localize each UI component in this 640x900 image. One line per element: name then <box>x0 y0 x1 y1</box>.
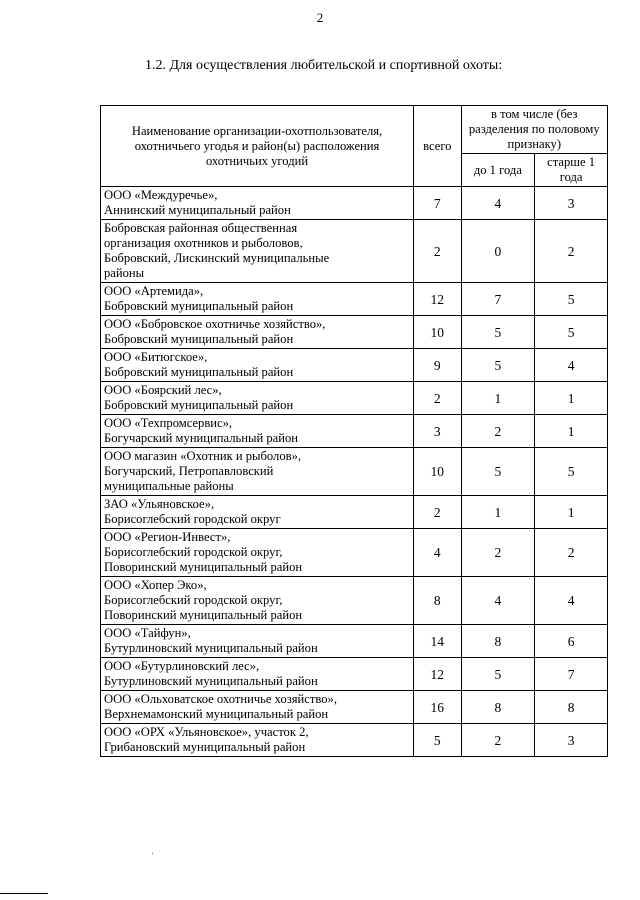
organization-cell <box>101 382 414 415</box>
organization-line: ООО «Бобровское охотничье хозяйство», <box>104 317 326 331</box>
organization-cell <box>101 577 414 625</box>
total-cell: 16 <box>414 691 461 724</box>
organization-line: Борисоглебский городской округ, <box>104 593 283 607</box>
table-row <box>101 625 608 658</box>
under-1-year-cell: 5 <box>461 658 535 691</box>
footnote-rule <box>0 893 48 894</box>
header-total: всего <box>414 106 461 187</box>
section-heading: 1.2. Для осуществления любительской и спортивной охоты: <box>145 58 503 73</box>
table-row <box>101 529 608 577</box>
organization-line: Борисоглебский городской округ <box>104 512 281 526</box>
table-row <box>101 220 608 283</box>
organization-line: Бобровский муниципальный район <box>104 398 294 412</box>
organization-line: районы <box>104 266 145 280</box>
total-cell: 14 <box>414 625 461 658</box>
over-1-year-cell: 3 <box>535 187 608 220</box>
organization-cell <box>101 349 414 382</box>
table-row <box>101 283 608 316</box>
organization-line: ООО «Боярский лес», <box>104 383 222 397</box>
over-1-year-cell: 2 <box>535 529 608 577</box>
table-body <box>101 187 608 757</box>
over-1-year-cell: 1 <box>535 382 608 415</box>
table-row <box>101 448 608 496</box>
organization-line: ООО «Бутурлиновский лес», <box>104 659 260 673</box>
total-cell: 5 <box>414 724 461 757</box>
organization-cell <box>101 691 414 724</box>
under-1-year-cell: 0 <box>461 220 535 283</box>
organization-line: Верхнемамонский муниципальный район <box>104 707 329 721</box>
under-1-year-cell: 4 <box>461 577 535 625</box>
total-cell: 2 <box>414 220 461 283</box>
organization-line: ООО «Междуречье», <box>104 188 218 202</box>
total-cell: 12 <box>414 658 461 691</box>
under-1-year-cell: 8 <box>461 625 535 658</box>
organization-cell <box>101 220 414 283</box>
over-1-year-cell: 5 <box>535 283 608 316</box>
over-1-year-cell: 7 <box>535 658 608 691</box>
organization-line: ООО «Техпромсервис», <box>104 416 233 430</box>
organization-cell <box>101 187 414 220</box>
organization-line: Борисоглебский городской округ, <box>104 545 283 559</box>
under-1-year-cell: 2 <box>461 724 535 757</box>
organization-line: Бобровская районная общественная <box>104 221 298 235</box>
header-over-1-year: старше 1 года <box>535 154 608 187</box>
organization-cell <box>101 316 414 349</box>
organization-cell <box>101 724 414 757</box>
over-1-year-cell: 4 <box>535 349 608 382</box>
table-row <box>101 658 608 691</box>
over-1-year-cell: 3 <box>535 724 608 757</box>
table-row <box>101 316 608 349</box>
table-row <box>101 415 608 448</box>
organization-line: Бобровский муниципальный район <box>104 299 294 313</box>
over-1-year-cell: 4 <box>535 577 608 625</box>
organization-cell <box>101 658 414 691</box>
organization-line: ООО «Регион-Инвест», <box>104 530 231 544</box>
under-1-year-cell: 8 <box>461 691 535 724</box>
organization-cell <box>101 529 414 577</box>
under-1-year-cell: 2 <box>461 529 535 577</box>
organization-line: Грибановский муниципальный район <box>104 740 306 754</box>
table-row <box>101 187 608 220</box>
over-1-year-cell: 5 <box>535 316 608 349</box>
under-1-year-cell: 7 <box>461 283 535 316</box>
organization-line: Богучарский, Петропавловский <box>104 464 274 478</box>
organization-cell <box>101 625 414 658</box>
header-including: в том числе (без разделения по половому признаку) <box>461 106 607 154</box>
total-cell: 3 <box>414 415 461 448</box>
organization-cell <box>101 415 414 448</box>
total-cell: 10 <box>414 316 461 349</box>
organization-line: ЗАО «Ульяновское», <box>104 497 215 511</box>
organization-line: организация охотников и рыболовов, <box>104 236 303 250</box>
under-1-year-cell: 1 <box>461 382 535 415</box>
total-cell: 2 <box>414 382 461 415</box>
table-row <box>101 577 608 625</box>
organization-line: ООО «Тайфун», <box>104 626 191 640</box>
organization-line: муниципальные районы <box>104 479 234 493</box>
table-row <box>101 724 608 757</box>
hunting-quota-table <box>100 105 608 757</box>
organization-line: Бобровский, Лискинский муниципальные <box>104 251 330 265</box>
organization-cell <box>101 496 414 529</box>
organization-line: Аннинский муниципальный район <box>104 203 291 217</box>
over-1-year-cell: 6 <box>535 625 608 658</box>
under-1-year-cell: 2 <box>461 415 535 448</box>
table-header <box>101 106 608 187</box>
total-cell: 10 <box>414 448 461 496</box>
table-row <box>101 349 608 382</box>
total-cell: 8 <box>414 577 461 625</box>
over-1-year-cell: 1 <box>535 496 608 529</box>
organization-line: Бутурлиновский муниципальный район <box>104 674 318 688</box>
under-1-year-cell: 5 <box>461 349 535 382</box>
under-1-year-cell: 5 <box>461 448 535 496</box>
table-row <box>101 496 608 529</box>
total-cell: 4 <box>414 529 461 577</box>
over-1-year-cell: 1 <box>535 415 608 448</box>
under-1-year-cell: 1 <box>461 496 535 529</box>
organization-cell <box>101 283 414 316</box>
header-under-1-year: до 1 года <box>461 154 535 187</box>
total-cell: 12 <box>414 283 461 316</box>
organization-line: Бобровский муниципальный район <box>104 365 294 379</box>
over-1-year-cell: 8 <box>535 691 608 724</box>
total-cell: 7 <box>414 187 461 220</box>
organization-line: Бутурлиновский муниципальный район <box>104 641 318 655</box>
organization-line: Поворинский муниципальный район <box>104 560 303 574</box>
organization-cell <box>101 448 414 496</box>
table-row <box>101 691 608 724</box>
under-1-year-cell: 4 <box>461 187 535 220</box>
total-cell: 2 <box>414 496 461 529</box>
header-organization: Наименование организации-охотпользователя, охотничьего угодья и район(ы) расположения охотничьих угодий <box>101 106 414 187</box>
organization-line: ООО «Хопер Эко», <box>104 578 207 592</box>
organization-line: ООО «Битюгское», <box>104 350 208 364</box>
table-row <box>101 382 608 415</box>
organization-line: Поворинский муниципальный район <box>104 608 303 622</box>
organization-line: ООО «Артемида», <box>104 284 204 298</box>
organization-line: Бобровский муниципальный район <box>104 332 294 346</box>
over-1-year-cell: 5 <box>535 448 608 496</box>
page-number: 2 <box>316 10 324 25</box>
total-cell: 9 <box>414 349 461 382</box>
organization-line: ООО «ОРХ «Ульяновское», участок 2, <box>104 725 309 739</box>
under-1-year-cell: 5 <box>461 316 535 349</box>
over-1-year-cell: 2 <box>535 220 608 283</box>
organization-line: ООО «Ольховатское охотничье хозяйство», <box>104 692 337 706</box>
organization-line: Богучарский муниципальный район <box>104 431 298 445</box>
organization-line: ООО магазин «Охотник и рыболов», <box>104 449 302 463</box>
scan-mark: ' <box>152 851 154 861</box>
